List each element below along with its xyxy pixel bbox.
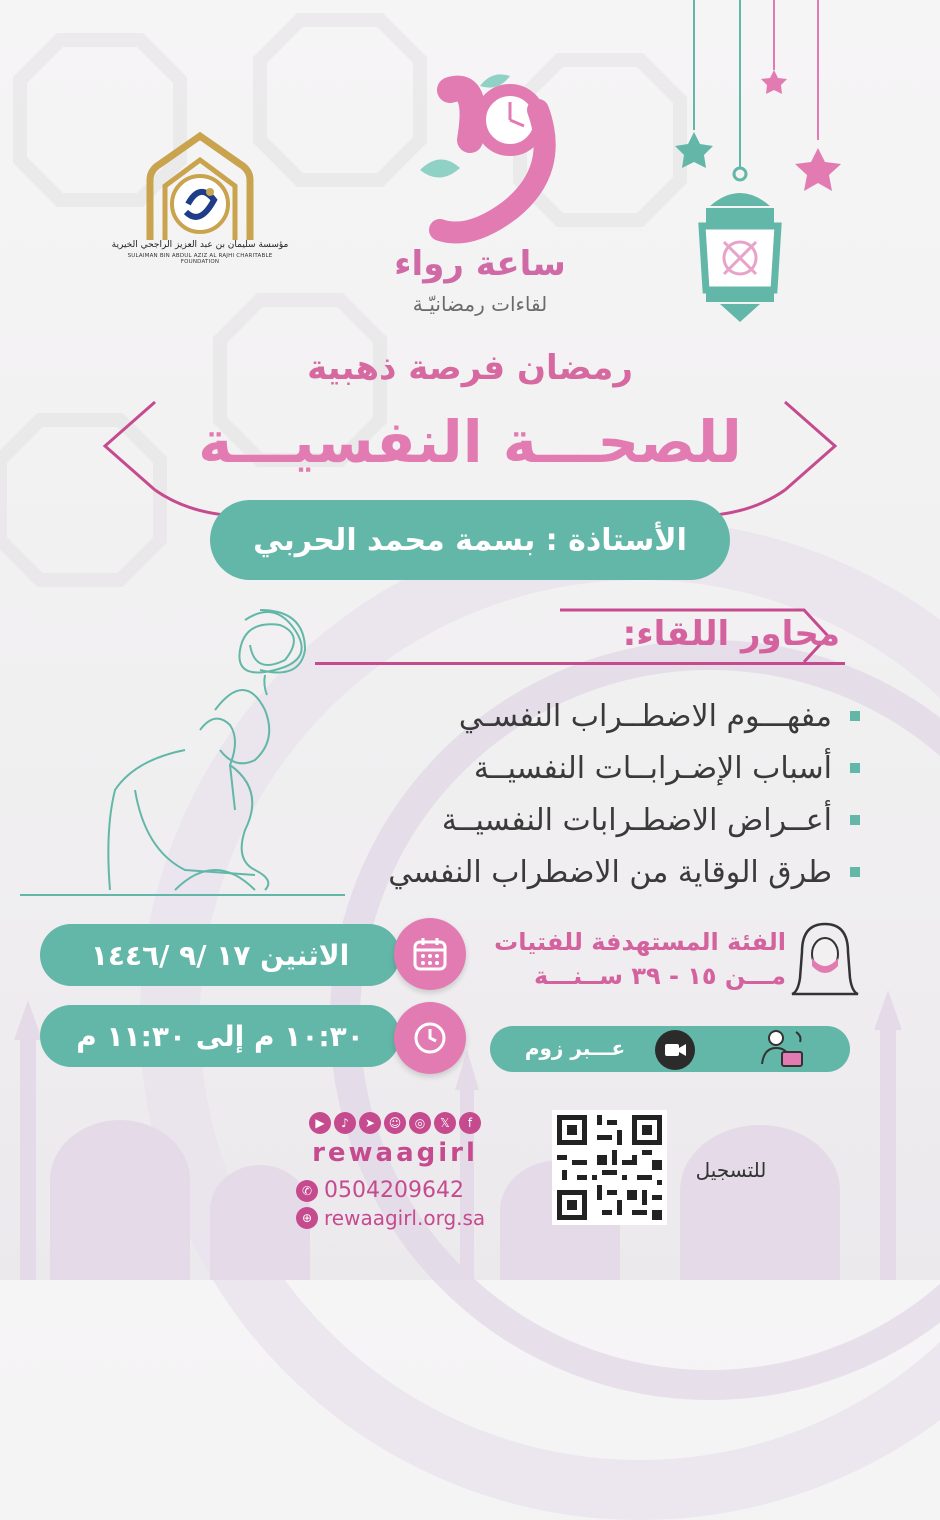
hijab-woman-icon: [790, 918, 860, 998]
calendar-badge: [394, 918, 466, 990]
list-item: أسباب الإضـرابــات النفسيــة: [330, 742, 860, 794]
camera-icon: [655, 1030, 695, 1070]
main-title: للصحـــة النفسيـــة: [198, 408, 742, 476]
audience-line-1: الفئة المستهدفة للفتيات: [494, 928, 786, 956]
axes-title: محاور اللقاء:: [622, 614, 840, 654]
speaker-name: الأستاذة : بسمة محمد الحربي: [253, 522, 687, 558]
online-user-icon: [756, 1024, 806, 1074]
website-row: [296, 1206, 506, 1230]
bullet-icon: [850, 763, 860, 773]
list-item: طرق الوقاية من الاضطراب النفسي: [330, 846, 860, 898]
bullet-icon: [850, 711, 860, 721]
axes-divider: [315, 662, 845, 665]
phone-number[interactable]: 0504209642: [324, 1178, 464, 1203]
globe-icon: ⊕: [296, 1207, 318, 1229]
social-handle[interactable]: rewaagirl: [312, 1138, 478, 1168]
clock-badge: [394, 1002, 466, 1074]
phone-row: [296, 1178, 506, 1203]
topics-list: [330, 690, 860, 898]
x-icon[interactable]: 𝕏: [434, 1112, 456, 1134]
tiktok-icon[interactable]: ♪: [334, 1112, 356, 1134]
instagram-icon[interactable]: ◎: [409, 1112, 431, 1134]
telegram-icon[interactable]: ➤: [359, 1112, 381, 1134]
brand-subtitle: لقاءات رمضانيّـة: [412, 292, 548, 316]
list-item: مفهـــوم الاضطــراب النفسـي: [330, 690, 860, 742]
rewaa-logo: [410, 50, 580, 250]
bullet-icon: [850, 815, 860, 825]
event-date: الاثنين ١٧ /٩ /١٤٤٦: [90, 938, 350, 972]
registration-qr-code[interactable]: [552, 1110, 667, 1225]
audience-line-2: مـــن ١٥ - ٣٩ ســنـــة: [533, 962, 786, 990]
register-label: للتسجيل: [695, 1158, 767, 1182]
time-pill: [40, 1005, 400, 1067]
website-link[interactable]: rewaagirl.org.sa: [324, 1206, 486, 1230]
foundation-logo: [130, 130, 270, 250]
clock-icon: [411, 1019, 449, 1057]
facebook-icon[interactable]: f: [459, 1112, 481, 1134]
foundation-name-arabic: مؤسسة سليمان بن عبد العزيز الراجحي الخيرية: [111, 240, 289, 250]
whatsapp-icon: ✆: [296, 1180, 318, 1202]
date-pill: [40, 924, 400, 986]
event-time: ١٠:٣٠ م إلى ١١:٣٠ م: [76, 1019, 364, 1053]
bullet-icon: [850, 867, 860, 877]
lantern-decoration: [640, 0, 900, 330]
calendar-icon: [411, 935, 449, 973]
snapchat-icon[interactable]: ☺: [384, 1112, 406, 1134]
foundation-name-english: SULAIMAN BIN ABDUL AZIZ AL RAJHI CHARITABLE FOUNDATION: [127, 253, 273, 265]
social-icons: [295, 1112, 495, 1136]
brand-title: ساعة رواء: [394, 244, 566, 284]
stressed-person-illustration: [15, 590, 355, 910]
camera-badge: [655, 1030, 695, 1070]
headline: رمضان فرصة ذهبية: [307, 348, 633, 388]
platform-label: عـــبر زوم: [524, 1036, 626, 1060]
speaker-banner: [210, 500, 730, 580]
youtube-icon[interactable]: ▶: [309, 1112, 331, 1134]
list-item: أعــراض الاضطـرابات النفسيــة: [330, 794, 860, 846]
